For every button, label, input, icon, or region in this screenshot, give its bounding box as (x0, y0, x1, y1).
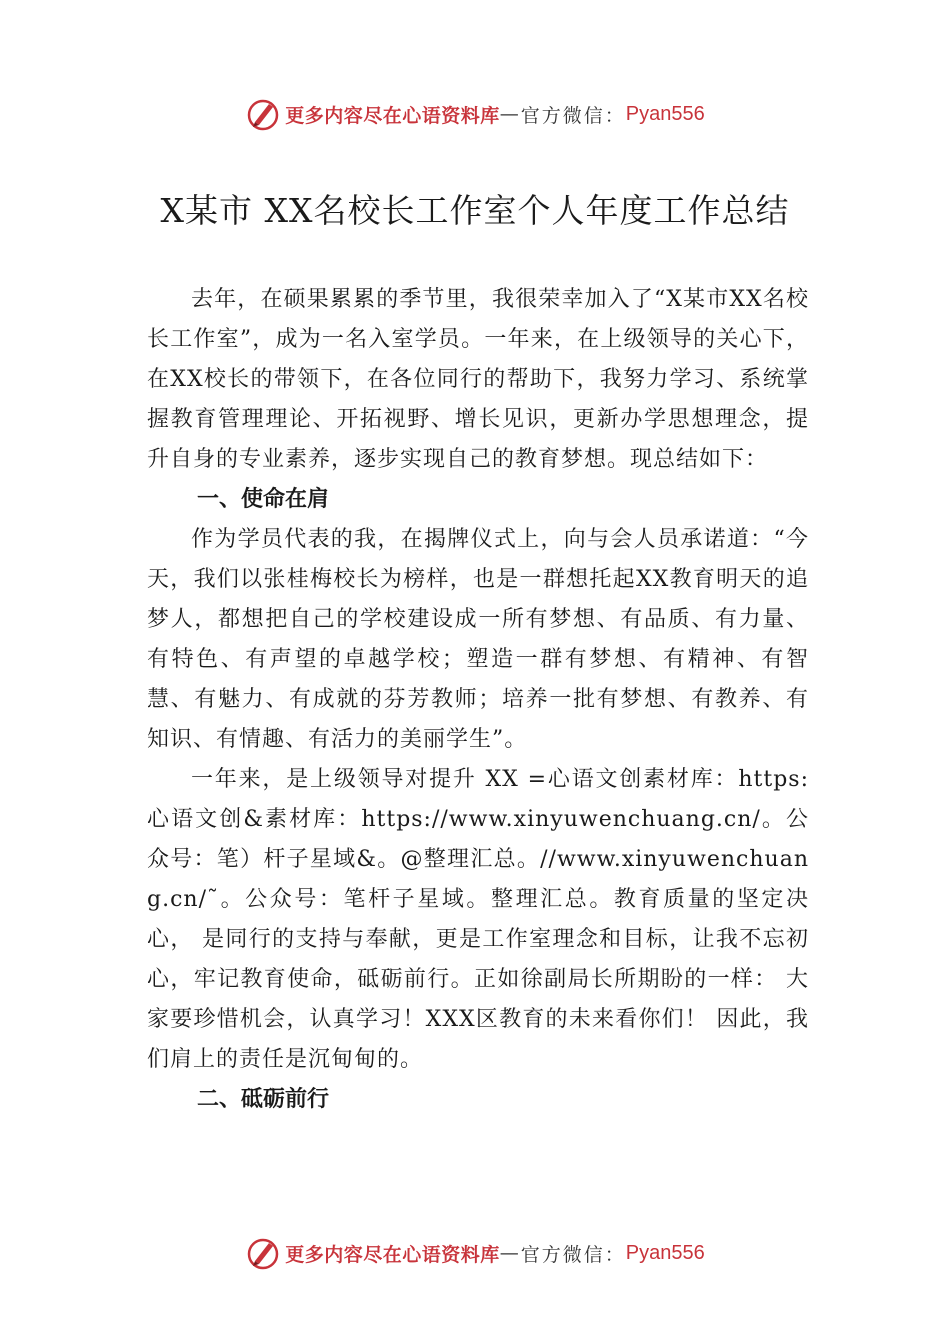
header-banner (0, 94, 950, 134)
paragraph-intro: 去年，在硕果累累的季节里，我很荣幸加入了“X某市XX名校长工作室”，成为一名入室学员。一年来，在上级领导的关心下，在XX校长的带领下，在各位同行的帮助下，我努力学习、系统掌握教育管理理论、开拓视野、增长见识，更新办学思想理念，提升自身的专业素养，逐步实现自己的教育梦想。现总结如下： (147, 287, 809, 472)
paragraph-year: 一年来，是上级领导对提升 XX =心语文创素材库：https:心语文创&素材库：https://www.xinyuwenchuang.cn/。公众号：笔）杆子星域&。@整理汇总。//www.xinyuwenchuang.cn/˜。公众号：笔杆子星域。整理汇总。教育质量的坚定决心， 是同行的支持与奉献，更是工作室理念和目标，让我不忘初心，牢记教育使命，砥砺前行。正如徐副局长所期盼的一样： 大家要珍惜机会，认真学习！XXX区教育的未来看你们！ 因此，我们肩上的责任是沉甸甸的。 (147, 767, 809, 1072)
banner-sub-text: 官方微信： (520, 104, 626, 127)
pen-logo-icon (245, 96, 281, 132)
banner-wechat-id: Pyan556 (625, 102, 705, 125)
banner-sub-text: 官方微信： (520, 1243, 626, 1266)
document-body (147, 280, 809, 1120)
document-title: X某市 XX名校长工作室个人年度工作总结 (160, 191, 790, 230)
section-heading-2: 二、砥砺前行 (197, 1087, 330, 1112)
banner-main-text: 更多内容尽在心语资料库 (285, 104, 500, 127)
banner-dash: — (499, 103, 521, 125)
banner-main-text: 更多内容尽在心语资料库 (285, 1243, 500, 1266)
paragraph-pledge: 作为学员代表的我，在揭牌仪式上，向与会人员承诺道：“今天，我们以张桂梅校长为榜样，也是一群想托起XX教育明天的追梦人，都想把自己的学校建设成一所有梦想、有品质、有力量、有特色、有声望的卓越学校；塑造一群有梦想、有精神、有智慧、有魅力、有成就的芬芳教师；培养一批有梦想、有教养、有知识、有情趣、有活力的美丽学生”。 (147, 527, 809, 752)
pen-logo-icon (245, 1235, 281, 1271)
footer-banner (0, 1233, 950, 1273)
section-heading-1: 一、使命在肩 (197, 487, 330, 512)
banner-dash: — (499, 1242, 521, 1264)
banner-wechat-id: Pyan556 (625, 1241, 705, 1264)
